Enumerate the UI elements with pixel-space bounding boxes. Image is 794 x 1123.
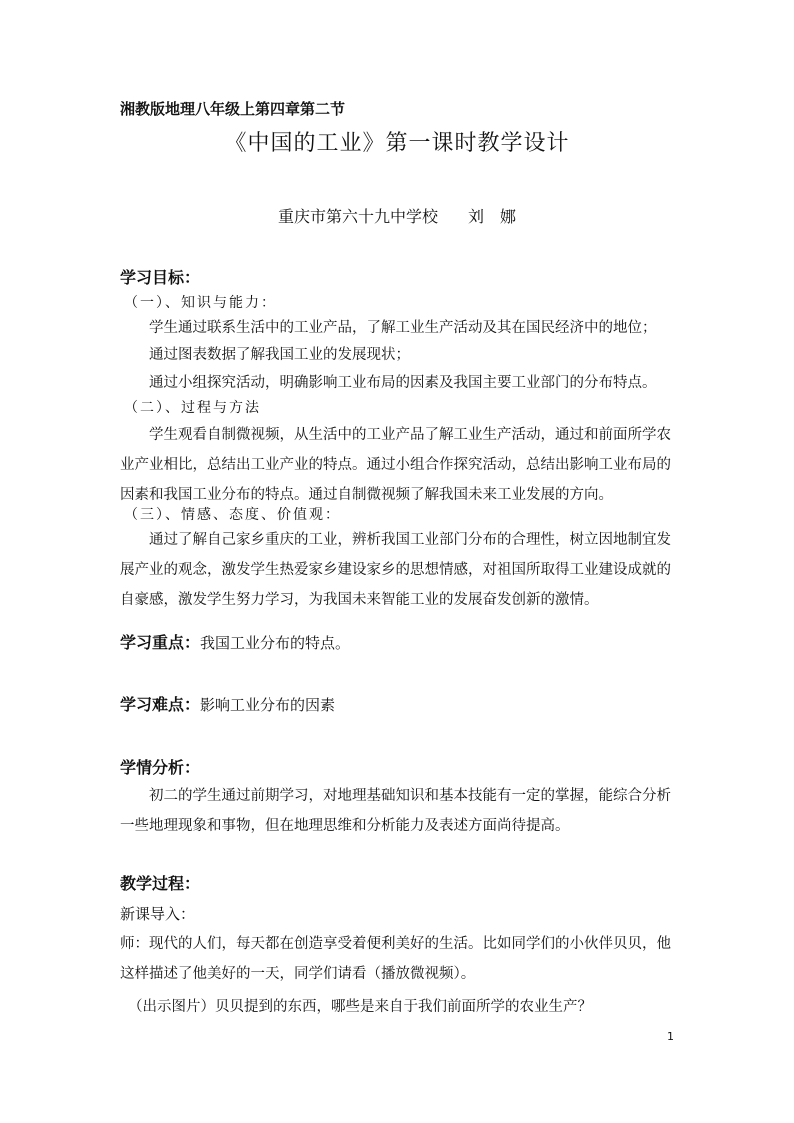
page-number: 1 [667,1030,674,1043]
objectives-heading: 学习目标： [120,268,201,287]
difficulty-line [120,692,335,715]
emotion-heading: （三）、情感、态度、价值观： [124,507,341,523]
process-method-heading: （二）、过程与方法 [124,400,261,416]
emotion-text: 通过了解自己家乡重庆的工业，辨析我国工业部门分布的合理性，树立因地制宜发展产业的观念，激发学生热爱家乡建设家乡的思想情感，对祖国所取得工业建设成就的自豪感，激发学生努力学习，为我国未来智能工业的发展奋发创新的激情。 [120,532,671,608]
author-line [0,204,794,227]
process-method-text: 学生观看自制微视频，从生活中的工业产品了解工业生产活动，通过和前面所学农业产业相比，总结出工业产业的特点。通过小组合作探究活动，总结出影响工业布局的因素和我国工业分布的特点。通过自制微视频了解我国未来工业发展的方向。 [120,427,671,503]
knowledge-item: 通过图表数据了解我国工业的发展现状； [149,347,410,363]
key-point-label: 学习重点： [120,633,201,652]
school-name: 重庆市第六十九中学校 [277,207,438,226]
document-title: 《中国的工业》第一课时教学设计 [224,131,570,156]
knowledge-heading: （一）、知识与能力： [124,295,277,311]
key-point-line [120,630,350,653]
key-point-text: 我国工业分布的特点。 [200,634,351,652]
question-line: （出示图片）贝贝提到的东西，哪些是来自于我们前面所学的农业生产？ [128,999,592,1015]
teacher-line: 师：现代的人们，每天都在创造享受着便利美好的生活。比如同学们的小伙伴贝贝，他这样描述了他美好的一天，同学们请看（播放微视频）。 [120,936,671,982]
difficulty-label: 学习难点： [120,695,201,714]
knowledge-item: 通过小组探究活动，明确影响工业布局的因素及我国主要工业部门的分布特点。 [149,375,657,391]
difficulty-text: 影响工业分布的因素 [200,696,336,714]
analysis-heading: 学情分析： [120,758,201,777]
analysis-text: 初二的学生通过前期学习，对地理基础知识和基本技能有一定的掌握，能综合分析一些地理现象和事物，但在地理思维和分析能力及表述方面尚待提高。 [120,788,671,834]
document-series-label: 湘教版地理八年级上第四章第二节 [120,100,346,118]
knowledge-item: 学生通过联系生活中的工业产品，了解工业生产活动及其在国民经济中的地位； [149,320,657,336]
intro-label: 新课导入： [120,905,196,923]
teaching-process-heading: 教学过程： [120,874,201,893]
teacher-name: 刘 娜 [468,207,517,226]
